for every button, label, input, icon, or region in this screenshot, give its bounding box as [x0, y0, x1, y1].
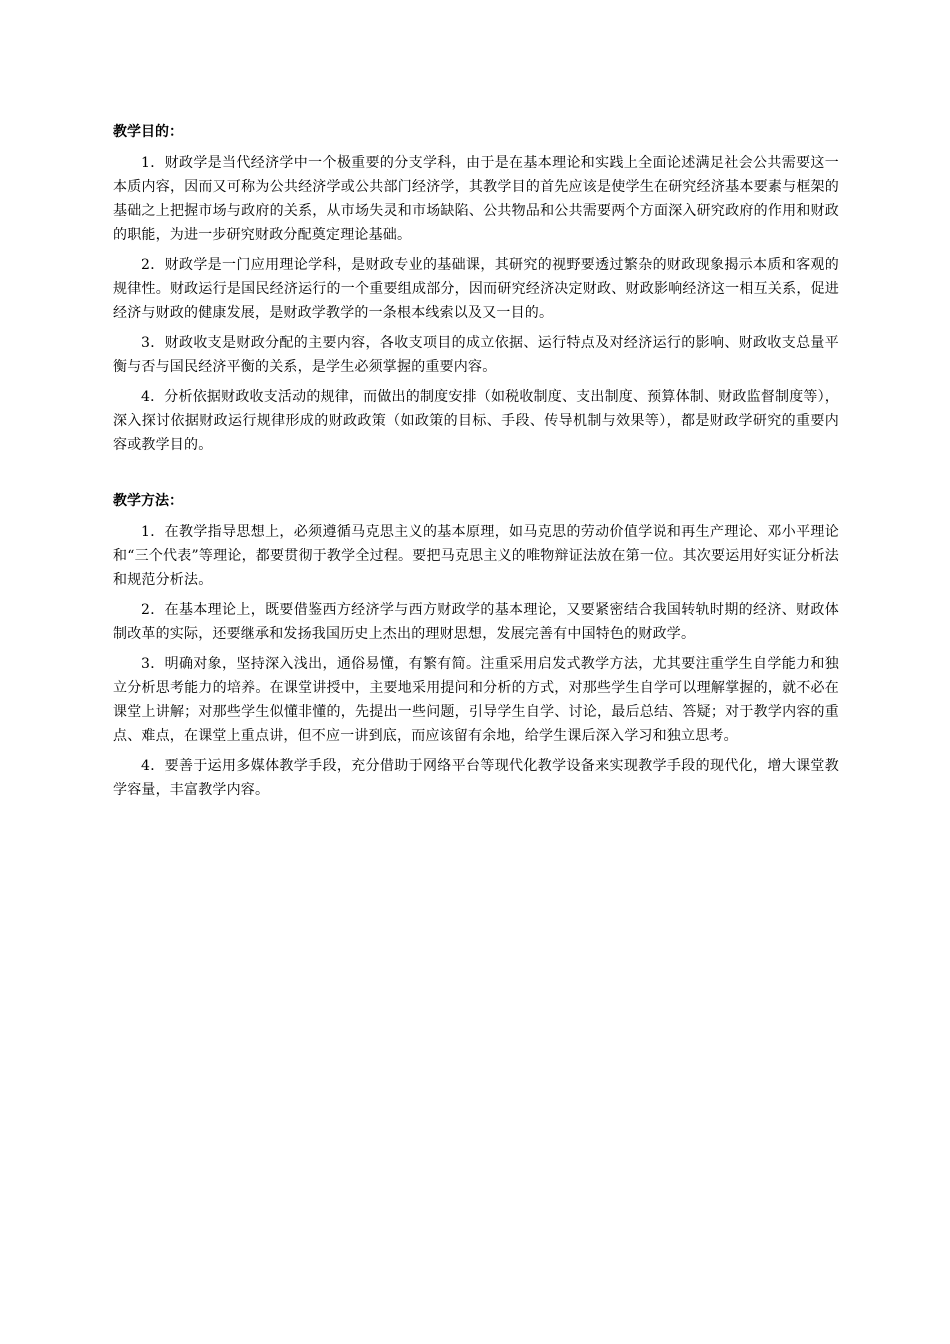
paragraph: 2．财政学是一门应用理论学科，是财政专业的基础课，其研究的视野要透过繁杂的财政现象揭示本质和客观的规律性。财政运行是国民经济运行的一个重要组成部分，因而研究经济决定财政、财政影响经济这一相互关系，促进经济与财政的健康发展，是财政学教学的一条根本线索以及又一目的。	[113, 257, 839, 321]
paragraph: 3．财政收支是财政分配的主要内容，各收支项目的成立依据、运行特点及对经济运行的影响、财政收支总量平衡与否与国民经济平衡的关系，是学生必须掌握的重要内容。	[113, 335, 839, 375]
paragraph: 3．明确对象，坚持深入浅出，通俗易懂，有繁有简。注重采用启发式教学方法，尤其要注重学生自学能力和独立分析思考能力的培养。在课堂讲授中，主要地采用提问和分析的方式，对那些学生自学可以理解掌握的，就不必在课堂上讲解；对那些学生似懂非懂的，先提出一些问题，引导学生自学、讨论，最后总结、答疑；对于教学内容的重点、难点，在课堂上重点讲，但不应一讲到底，而应该留有余地，给学生课后深入学习和独立思考。	[113, 656, 839, 744]
section-teaching-objectives	[113, 122, 839, 457]
section-heading: 教学目的：	[113, 124, 183, 140]
paragraph: 1．在教学指导思想上，必须遵循马克思主义的基本原理，如马克思的劳动价值学说和再生产理论、邓小平理论和“三个代表”等理论，都要贯彻于教学全过程。要把马克思主义的唯物辩证法放在第一位。其次要运用好实证分析法和规范分析法。	[113, 524, 839, 588]
paragraph: 1．财政学是当代经济学中一个极重要的分支学科，由于是在基本理论和实践上全面论述满足社会公共需要这一本质内容，因而又可称为公共经济学或公共部门经济学，其教学目的首先应该是使学生在研究经济基本要素与框架的基础之上把握市场与政府的关系，从市场失灵和市场缺陷、公共物品和公共需要两个方面深入研究政府的作用和财政的职能，为进一步研究财政分配奠定理论基础。	[113, 155, 839, 243]
paragraph: 4．要善于运用多媒体教学手段，充分借助于网络平台等现代化教学设备来实现教学手段的现代化，增大课堂教学容量，丰富教学内容。	[113, 758, 839, 798]
document-body	[113, 122, 839, 802]
section-heading: 教学方法：	[113, 493, 183, 509]
paragraph: 2．在基本理论上，既要借鉴西方经济学与西方财政学的基本理论，又要紧密结合我国转轨时期的经济、财政体制改革的实际，还要继承和发扬我国历史上杰出的理财思想，发展完善有中国特色的财政学。	[113, 602, 839, 642]
section-teaching-methods	[113, 491, 839, 802]
paragraph: 4．分析依据财政收支活动的规律，而做出的制度安排（如税收制度、支出制度、预算体制、财政监督制度等），深入探讨依据财政运行规律形成的财政政策（如政策的目标、手段、传导机制与效果等），都是财政学研究的重要内容或教学目的。	[113, 389, 839, 453]
